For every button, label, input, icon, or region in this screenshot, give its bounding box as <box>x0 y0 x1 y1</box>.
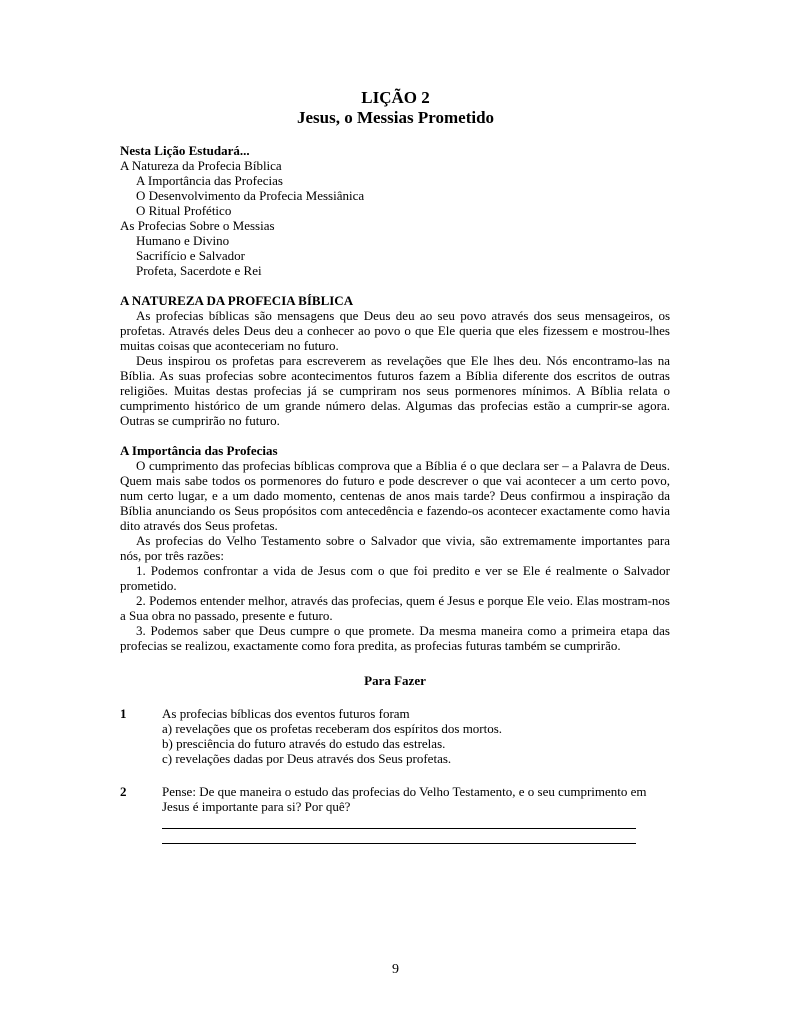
outline-list <box>120 158 670 278</box>
question-2 <box>120 784 670 814</box>
answer-option[interactable]: c) revelações dadas por Deus através dos Seus profetas. <box>162 751 452 766</box>
outline-heading: Nesta Lição Estudará... <box>120 143 250 158</box>
question-1 <box>120 706 670 766</box>
question-prompt: As profecias bíblicas dos eventos futuros foram <box>162 706 410 721</box>
question-number: 2 <box>120 784 127 799</box>
outline-item: A Importância das Profecias <box>136 173 283 188</box>
outline-item: A Natureza da Profecia Bíblica <box>120 158 282 173</box>
paragraph: As profecias do Velho Testamento sobre o Salvador que vivia, são extremamente importantes para nós, por três razões: <box>120 533 670 563</box>
lesson-number: LIÇÃO 2 <box>361 88 430 107</box>
outline-item: As Profecias Sobre o Messias <box>120 218 275 233</box>
question-prompt: Pense: De que maneira o estudo das profecias do Velho Testamento, e o seu cumprimento em Jesus é importante para si? Por quê? <box>162 784 647 814</box>
outline-item: Humano e Divino <box>136 233 230 248</box>
outline-item: Sacrifício e Salvador <box>136 248 246 263</box>
paragraph: As profecias bíblicas são mensagens que Deus deu ao seu povo através dos seus mensageiros, os profetas. Através deles Deus deu a conhecer ao povo o que Ele queria que eles fizessem e mostrou-lhes muitas coisas que aconteceriam no futuro. <box>120 308 670 353</box>
paragraph: 2. Podemos entender melhor, através das profecias, quem é Jesus e porque Ele veio. Elas mostram-nos a Sua obra no passado, presente e futuro. <box>120 593 670 623</box>
outline-item: O Desenvolvimento da Profecia Messiânica <box>136 188 365 203</box>
answer-option[interactable]: a) revelações que os profetas receberam dos espíritos dos mortos. <box>162 721 503 736</box>
outline-item: O Ritual Profético <box>136 203 232 218</box>
paragraph: O cumprimento das profecias bíblicas comprova que a Bíblia é o que declara ser – a Palavra de Deus. Quem mais sabe todos os pormenores do futuro e pode descrever o que vai acontecer a um certo povo, num certo lugar, e a um dado momento, centenas de anos mais tarde? Deus confirmou a inspiração da Bíblia anunciando os Seus propósitos com antecedência e fazendo-os acontecer exactamente como havia dito através dos Seus profetas. <box>120 458 670 533</box>
exercises-heading: Para Fazer <box>364 673 426 688</box>
lesson-title: Jesus, o Messias Prometido <box>296 108 495 127</box>
document-body <box>120 143 670 844</box>
section-heading: A Importância das Profecias <box>120 443 278 458</box>
question-number: 1 <box>120 706 127 721</box>
paragraph: 3. Podemos saber que Deus cumpre o que promete. Da mesma maneira como a primeira etapa das profecias se realizou, exactamente como fora predita, as profecias futuras também se cumprirão. <box>120 623 670 653</box>
answer-line[interactable] <box>162 843 636 844</box>
page-number: 9 <box>392 962 399 977</box>
paragraph: Deus inspirou os profetas para escreverem as revelações que Ele lhes deu. Nós encontramo-las na Bíblia. As suas profecias sobre acontecimentos futuros fazem a Bíblia diferente dos escritos de outras religiões. Muitas destas profecias já se cumpriram nos seus pormenores mínimos. A Bíblia relata o cumprimento histórico de um grande número delas. Algumas das profecias estão a cumprir-se agora. Outras se cumprirão no futuro. <box>120 353 670 428</box>
paragraph: 1. Podemos confrontar a vida de Jesus com o que foi predito e ver se Ele é realmente o Salvador prometido. <box>120 563 670 593</box>
answer-option[interactable]: b) presciência do futuro através do estudo das estrelas. <box>162 736 446 751</box>
outline-item: Profeta, Sacerdote e Rei <box>136 263 262 278</box>
section-heading: A NATUREZA DA PROFECIA BÍBLICA <box>120 293 354 308</box>
